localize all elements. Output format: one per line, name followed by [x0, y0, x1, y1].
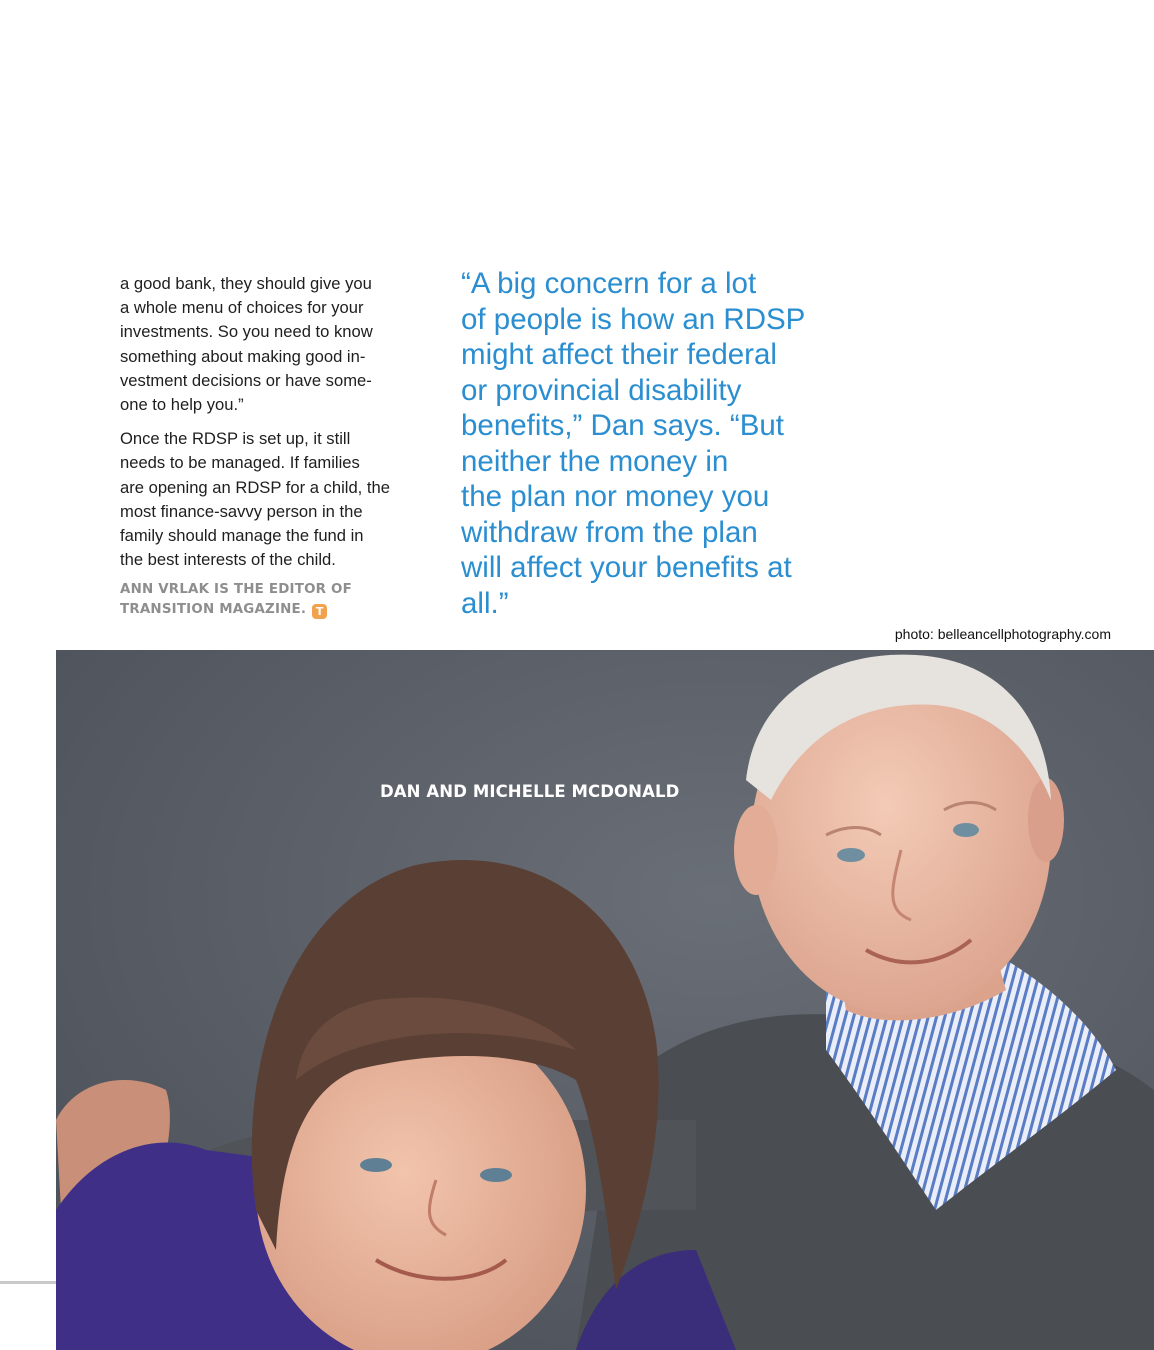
quote-line: of people is how an RDSP — [461, 302, 806, 336]
text-line: a good bank, they should give you — [120, 274, 372, 293]
quote-line: or provincial disability — [461, 373, 742, 407]
text-line: family should manage the fund in — [120, 526, 364, 546]
text-line: the best interests of the child. — [120, 550, 336, 570]
quote-line: all.” — [461, 586, 509, 620]
text-line: most finance-savvy person in the — [120, 501, 363, 521]
byline-line-text: TRANSITION MAGAZINE. — [120, 601, 307, 617]
man-ear — [734, 805, 778, 895]
quote-line: “A big concern for a lot — [461, 267, 757, 300]
text-line: are opening an RDSP for a child, the — [120, 477, 390, 497]
text-line: investments. So you need to know — [120, 322, 373, 342]
woman-eye — [360, 1158, 392, 1172]
quote-line: the plan nor money you — [461, 480, 770, 513]
quote-line: neither the money in — [461, 444, 729, 478]
magazine-logo-icon: T — [312, 604, 327, 619]
text-line: something about making good in- — [120, 346, 366, 366]
paragraph-1 — [120, 272, 420, 417]
quote-line: benefits,” Dan says. “But — [461, 409, 785, 442]
page-rule — [0, 1281, 56, 1284]
paragraph-2 — [120, 427, 420, 572]
quote-line: withdraw from the plan — [461, 515, 758, 549]
text-line: vestment decisions or have some- — [120, 370, 372, 390]
byline-line — [120, 600, 440, 620]
pull-quote — [461, 266, 821, 621]
text-line: needs to be managed. If families — [120, 453, 360, 473]
text-line: one to help you.” — [120, 395, 244, 415]
author-byline — [120, 580, 440, 619]
photo-credit: photo: belleancellphotography.com — [894, 626, 1111, 642]
man-ear — [1028, 778, 1064, 862]
man-eye — [837, 848, 865, 862]
portrait-photo — [56, 650, 1154, 1350]
text-line: a whole menu of choices for your — [120, 298, 364, 318]
article-body — [120, 272, 420, 582]
woman-eye — [480, 1168, 512, 1182]
text-line: Once the RDSP is set up, it still — [120, 429, 351, 449]
byline-line: ANN VRLAK IS THE EDITOR OF — [120, 582, 352, 597]
quote-line: will affect your benefits at — [461, 551, 792, 584]
quote-line: might affect their federal — [461, 338, 777, 371]
man-eye — [953, 823, 979, 837]
photo-caption: DAN AND MICHELLE MCDONALD — [380, 782, 680, 801]
portrait-illustration — [56, 650, 1154, 1350]
